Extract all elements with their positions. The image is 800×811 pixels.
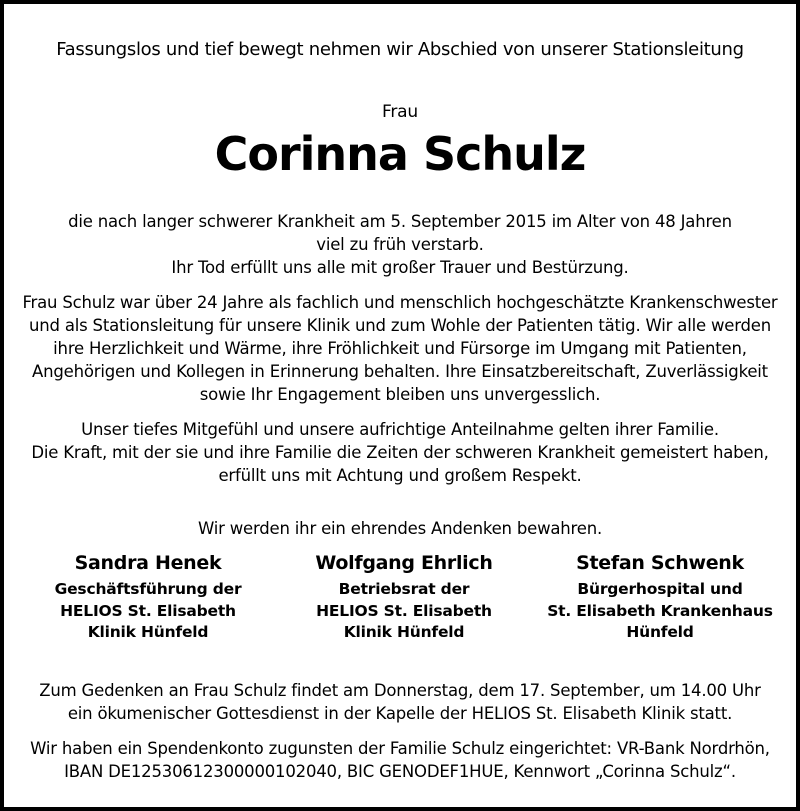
signatory-role-line: Hünfeld [626,623,694,641]
signatory-role-line: Betriebsrat der [338,580,470,598]
donation-line: IBAN DE12530612300000102040, BIC GENODEF1HUE, Kennwort „Corinna Schulz“. [64,762,736,781]
paragraph-line: sowie Ihr Engagement bleiben uns unvergesslich. [199,385,601,404]
paragraph-line: Unser tiefes Mitgefühl und unsere aufrichtige Anteilnahme gelten ihrer Familie. [81,420,719,439]
signatory-schwenk [535,550,785,644]
paragraph-line: die nach langer schwerer Krankheit am 5. September 2015 im Alter von 48 Jahren [68,212,732,231]
signatory-role [535,579,785,644]
remembrance-text: Wir werden ihr ein ehrendes Andenken bewahren. [197,519,603,538]
salutation: Frau [382,102,418,122]
signatory-name: Stefan Schwenk [576,552,744,574]
service-line: ein ökumenischer Gottesdienst in der Kapelle der HELIOS St. Elisabeth Klinik statt. [67,704,733,723]
signatory-role-line: Bürgerhospital und [577,580,743,598]
donation-line: Wir haben ein Spendenkonto zugunsten der Familie Schulz eingerichtet: VR-Bank Nordrhön, [30,739,770,758]
signatory-role [23,579,273,644]
paragraph-line: ihre Herzlichkeit und Wärme, ihre Fröhlichkeit und Fürsorge im Umgang mit Patienten, [53,339,747,358]
signatory-name: Sandra Henek [74,552,222,574]
intro-text: Fassungslos und tief bewegt nehmen wir Abschied von unserer Stationsleitung [56,39,744,60]
paragraph-line: und als Stationsleitung für unsere Klinik und zum Wohle der Patienten tätig. Wir alle werden [28,316,772,335]
signatory-henek [23,550,273,644]
service-line: Zum Gedenken an Frau Schulz findet am Donnerstag, dem 17. September, um 14.00 Uhr [39,681,761,700]
signatory-role-line: Klinik Hünfeld [87,623,209,641]
deceased-name: Corinna Schulz [214,127,586,181]
paragraph-line: Die Kraft, mit der sie und ihre Familie die Zeiten der schweren Krankheit gemeistert haben, [31,443,769,462]
signatory-role-line: HELIOS St. Elisabeth [316,601,492,620]
paragraph-line: Ihr Tod erfüllt uns alle mit großer Trauer und Bestürzung. [171,258,629,277]
signatory-role-line: Geschäftsführung der [54,580,242,598]
signatory-role [279,579,529,644]
signatory-ehrlich [279,550,529,644]
paragraph-line: Frau Schulz war über 24 Jahre als fachlich und menschlich hochgeschätzte Krankenschwester [22,293,778,312]
signatory-role-line: HELIOS St. Elisabeth [60,601,236,620]
signatory-name: Wolfgang Ehrlich [315,552,493,574]
paragraph-line: viel zu früh verstarb. [316,235,484,254]
signatory-role-line: Klinik Hünfeld [343,623,465,641]
paragraph-line: erfüllt uns mit Achtung und großem Respekt. [218,466,582,485]
paragraph-line: Angehörigen und Kollegen in Erinnerung behalten. Ihre Einsatzbereitschaft, Zuverlässigkeit [32,362,768,381]
signatory-role-line: St. Elisabeth Krankenhaus [547,601,773,620]
